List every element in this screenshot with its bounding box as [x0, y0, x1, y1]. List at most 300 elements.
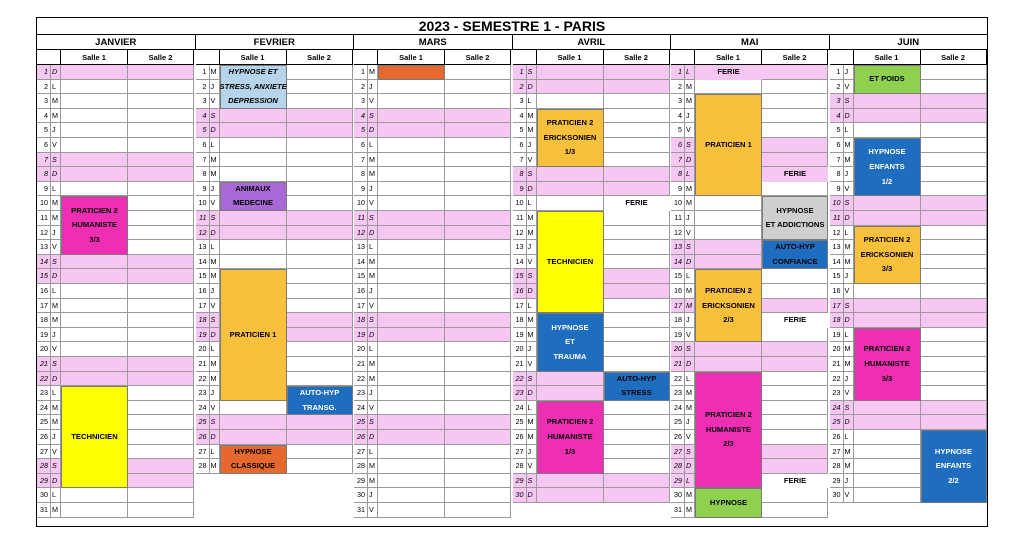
day-number: 1	[37, 65, 51, 80]
day-number: 21	[196, 357, 210, 372]
salle-1-cell	[378, 109, 445, 124]
event-label: CONFIANCE	[772, 256, 818, 266]
day-letter: V	[685, 430, 695, 445]
day-letter: L	[685, 372, 695, 387]
day-letter: S	[210, 109, 220, 124]
salle-2-cell	[445, 240, 511, 255]
day-number: 29	[830, 474, 844, 489]
day-number: 2	[671, 80, 685, 95]
day-letter: D	[527, 386, 537, 401]
day-number: 1	[671, 65, 685, 80]
salle-1-cell	[61, 342, 128, 357]
day-number: 19	[513, 328, 527, 343]
day-letter: D	[685, 357, 695, 372]
day-number: 11	[37, 211, 51, 226]
day-number: 30	[37, 488, 51, 503]
day-number: 7	[196, 153, 210, 168]
salle-1-cell	[220, 138, 287, 153]
salle-2-cell	[604, 226, 670, 241]
event-label: PRATICIEN 2	[863, 344, 911, 354]
salle-header: Salle 1	[220, 50, 287, 65]
day-number: 20	[354, 342, 368, 357]
salle-2-cell	[921, 226, 987, 241]
day-number: 24	[513, 401, 527, 416]
day-number: 30	[830, 488, 844, 503]
salle-1-cell	[854, 445, 921, 460]
day-number: 3	[830, 94, 844, 109]
salle-1-cell	[537, 94, 604, 109]
event-label: PRATICIEN 2	[546, 118, 594, 128]
day-letter: V	[844, 488, 854, 503]
day-number: 3	[354, 94, 368, 109]
day-letter: M	[51, 196, 61, 211]
salle-header: Salle 1	[695, 50, 762, 65]
salle-2-cell	[762, 269, 828, 284]
day-number: 9	[196, 182, 210, 197]
day-number: 19	[37, 328, 51, 343]
day-letter: J	[368, 182, 378, 197]
day-number: 6	[196, 138, 210, 153]
day-number: 14	[354, 255, 368, 270]
month-title: MAI	[671, 35, 830, 50]
salle-2-cell	[128, 299, 194, 314]
salle-2-cell	[287, 167, 353, 182]
salle-1-cell	[537, 196, 604, 211]
day-letter: L	[844, 328, 854, 343]
salle-2-cell	[445, 255, 511, 270]
salle-1-cell	[378, 430, 445, 445]
day-letter: M	[368, 372, 378, 387]
salle-1-cell	[220, 401, 287, 416]
salle-2-cell	[128, 459, 194, 474]
salle-2-cell	[921, 269, 987, 284]
salle-1-cell	[378, 474, 445, 489]
day-letter: J	[368, 284, 378, 299]
salle-2-cell	[445, 196, 511, 211]
day-number: 2	[513, 80, 527, 95]
day-number: 8	[671, 167, 685, 182]
salle-header: Salle 2	[604, 50, 670, 65]
day-number: 31	[671, 503, 685, 518]
event-label: ENFANTS	[935, 461, 972, 471]
salle-1-cell	[378, 269, 445, 284]
salle-1-cell	[854, 313, 921, 328]
event-label: TRAUMA	[553, 351, 587, 361]
event-label: HYPNOSE	[868, 147, 906, 157]
salle-2-cell	[604, 138, 670, 153]
salle-2-cell	[128, 488, 194, 503]
day-letter: J	[210, 284, 220, 299]
salle-2-cell	[604, 328, 670, 343]
salle-2-cell	[762, 299, 828, 314]
salle-2-cell	[762, 138, 828, 153]
salle-2-cell	[287, 138, 353, 153]
day-letter: M	[210, 153, 220, 168]
salle-2-cell	[128, 445, 194, 460]
month-title: JANVIER	[37, 35, 196, 50]
day-number: 5	[37, 123, 51, 138]
day-number: 2	[196, 80, 210, 95]
salle-1-cell	[378, 401, 445, 416]
salle-1-cell	[854, 211, 921, 226]
salle-1-cell	[220, 153, 287, 168]
day-letter: S	[844, 299, 854, 314]
day-letter: L	[527, 299, 537, 314]
salle-2-cell	[287, 284, 353, 299]
salle-2-cell	[604, 342, 670, 357]
salle-1-cell	[61, 80, 128, 95]
salle-2-cell	[128, 328, 194, 343]
day-number: 11	[830, 211, 844, 226]
day-number: 18	[513, 313, 527, 328]
day-number: 26	[196, 430, 210, 445]
day-number: 23	[830, 386, 844, 401]
day-number: 20	[196, 342, 210, 357]
salle-1-cell	[854, 430, 921, 445]
day-letter: M	[368, 269, 378, 284]
salle-2-cell	[445, 313, 511, 328]
salle-2-cell	[604, 123, 670, 138]
day-number: 17	[830, 299, 844, 314]
salle-2-cell	[128, 196, 194, 211]
salle-2-cell	[921, 401, 987, 416]
salle-2-cell	[445, 182, 511, 197]
day-number: 16	[513, 284, 527, 299]
day-number: 3	[196, 94, 210, 109]
day-letter: L	[51, 488, 61, 503]
event-label: AUTO-HYP	[775, 242, 815, 252]
event-label: MEDECINE	[232, 198, 274, 208]
salle-2-cell	[762, 459, 828, 474]
salle-1-cell	[378, 196, 445, 211]
day-number: 5	[830, 123, 844, 138]
day-letter: S	[210, 415, 220, 430]
day-letter: M	[368, 153, 378, 168]
event-label: 3/3	[89, 234, 100, 244]
day-number: 12	[37, 226, 51, 241]
salle-1-cell	[695, 357, 762, 372]
day-letter: V	[210, 196, 220, 211]
day-letter: M	[368, 459, 378, 474]
day-letter: M	[51, 415, 61, 430]
salle-2-cell	[921, 342, 987, 357]
day-letter: M	[527, 415, 537, 430]
day-number: 12	[830, 226, 844, 241]
salle-1-cell	[61, 284, 128, 299]
day-letter: M	[844, 153, 854, 168]
event-label: HUMANISTE	[705, 424, 752, 434]
day-letter: M	[685, 182, 695, 197]
salle-header-blank	[37, 50, 61, 65]
day-number: 17	[37, 299, 51, 314]
day-number: 8	[37, 167, 51, 182]
salle-2-cell	[445, 488, 511, 503]
salle-2-cell	[604, 94, 670, 109]
day-letter: L	[844, 226, 854, 241]
salle-2-cell	[128, 94, 194, 109]
day-number: 2	[830, 80, 844, 95]
salle-2-cell	[445, 138, 511, 153]
day-number: 19	[830, 328, 844, 343]
salle-2-cell	[287, 415, 353, 430]
salle-2-cell	[445, 503, 511, 518]
day-number: 25	[37, 415, 51, 430]
salle-2-cell	[921, 65, 987, 80]
day-number: 24	[354, 401, 368, 416]
salle-1-cell	[61, 488, 128, 503]
event-label: TECHNICIEN	[546, 256, 594, 266]
day-letter: S	[685, 138, 695, 153]
salle-2-cell	[762, 328, 828, 343]
month-janvier	[37, 35, 196, 528]
salle-2-cell	[604, 65, 670, 80]
month-title: JUIN	[830, 35, 989, 50]
event-label: FERIE	[783, 169, 807, 179]
day-number: 25	[354, 415, 368, 430]
salle-2-cell	[921, 255, 987, 270]
salle-2-cell	[128, 269, 194, 284]
salle-2-cell	[445, 269, 511, 284]
salle-2-cell	[445, 153, 511, 168]
day-number: 6	[830, 138, 844, 153]
day-number: 12	[354, 226, 368, 241]
day-letter: V	[527, 153, 537, 168]
event-label: 1/3	[564, 147, 576, 157]
day-letter: D	[210, 123, 220, 138]
salle-2-cell	[128, 123, 194, 138]
salle-1-cell	[695, 211, 762, 226]
day-number: 10	[671, 196, 685, 211]
salle-1-cell	[61, 372, 128, 387]
day-number: 20	[830, 342, 844, 357]
day-letter: D	[685, 153, 695, 168]
day-number: 6	[671, 138, 685, 153]
day-letter: D	[844, 313, 854, 328]
day-number: 28	[196, 459, 210, 474]
day-number: 3	[671, 94, 685, 109]
day-number: 22	[513, 372, 527, 387]
salle-header-blank	[196, 50, 220, 65]
salle-1-cell	[220, 226, 287, 241]
day-number: 22	[37, 372, 51, 387]
salle-1-cell	[378, 342, 445, 357]
day-letter: M	[844, 138, 854, 153]
day-number: 7	[830, 153, 844, 168]
salle-2-cell	[128, 255, 194, 270]
day-number: 18	[196, 313, 210, 328]
salle-2-cell	[604, 430, 670, 445]
day-letter: M	[51, 313, 61, 328]
day-letter: V	[368, 196, 378, 211]
day-number: 18	[37, 313, 51, 328]
salle-1-cell	[378, 94, 445, 109]
salle-2-cell	[287, 196, 353, 211]
salle-2-cell	[921, 357, 987, 372]
event-label: ET POIDS	[869, 74, 905, 84]
day-number: 8	[354, 167, 368, 182]
day-letter: V	[368, 299, 378, 314]
day-number: 7	[354, 153, 368, 168]
day-number: 15	[830, 269, 844, 284]
day-letter: D	[527, 80, 537, 95]
salle-1-cell	[61, 153, 128, 168]
salle-1-cell	[537, 386, 604, 401]
day-number: 5	[671, 123, 685, 138]
salle-1-cell	[220, 167, 287, 182]
day-letter: V	[368, 94, 378, 109]
day-number: 14	[37, 255, 51, 270]
salle-2-cell	[445, 430, 511, 445]
day-number: 2	[354, 80, 368, 95]
salle-2-cell	[287, 328, 353, 343]
day-letter: L	[210, 240, 220, 255]
month-title: AVRIL	[513, 35, 672, 50]
event-label: FERIE	[625, 198, 648, 208]
salle-2-cell	[604, 269, 670, 284]
day-number: 24	[671, 401, 685, 416]
day-number: 7	[671, 153, 685, 168]
day-letter: L	[51, 386, 61, 401]
salle-2-cell	[445, 445, 511, 460]
salle-2-cell	[445, 65, 511, 80]
event-label: ERICKSONIEN	[860, 249, 914, 259]
day-number: 25	[671, 415, 685, 430]
salle-1-cell	[61, 167, 128, 182]
day-letter: M	[685, 401, 695, 416]
day-letter: M	[51, 211, 61, 226]
day-number: 9	[37, 182, 51, 197]
salle-2-cell	[604, 401, 670, 416]
day-letter: M	[210, 255, 220, 270]
day-letter: D	[844, 211, 854, 226]
page-title: 2023 - SEMESTRE 1 - PARIS	[37, 18, 987, 35]
salle-2-cell	[128, 503, 194, 518]
day-number: 14	[513, 255, 527, 270]
salle-2-cell	[287, 430, 353, 445]
day-number: 11	[354, 211, 368, 226]
day-number: 7	[37, 153, 51, 168]
salle-2-cell	[604, 459, 670, 474]
day-letter: L	[210, 342, 220, 357]
day-number: 25	[196, 415, 210, 430]
day-number: 13	[354, 240, 368, 255]
salle-1-cell	[378, 459, 445, 474]
day-letter: S	[844, 94, 854, 109]
day-letter: S	[685, 445, 695, 460]
day-number: 21	[830, 357, 844, 372]
day-letter: D	[51, 167, 61, 182]
salle-2-cell	[604, 415, 670, 430]
salle-1-cell	[378, 284, 445, 299]
day-number: 12	[513, 226, 527, 241]
salle-2-cell	[445, 211, 511, 226]
day-number: 2	[37, 80, 51, 95]
day-letter: M	[368, 357, 378, 372]
salle-2-cell	[128, 211, 194, 226]
event-label: 2/3	[723, 315, 734, 325]
event-label: HUMANISTE	[864, 359, 910, 368]
salle-2-cell	[128, 284, 194, 299]
day-number: 23	[354, 386, 368, 401]
day-number: 22	[671, 372, 685, 387]
day-letter: M	[51, 299, 61, 314]
salle-2-cell	[287, 313, 353, 328]
day-letter: M	[368, 65, 378, 80]
salle-2-cell	[604, 167, 670, 182]
day-number: 4	[671, 109, 685, 124]
event-label: CLASSIQUE	[230, 461, 276, 471]
salle-header-blank	[830, 50, 854, 65]
salle-1-cell	[378, 445, 445, 460]
day-number: 26	[830, 430, 844, 445]
salle-1-cell	[378, 182, 445, 197]
salle-1-cell	[61, 269, 128, 284]
day-letter: V	[210, 401, 220, 416]
salle-2-cell	[921, 211, 987, 226]
day-letter: V	[527, 357, 537, 372]
day-letter: S	[527, 167, 537, 182]
day-letter: V	[51, 240, 61, 255]
day-letter: M	[51, 503, 61, 518]
day-letter: M	[685, 386, 695, 401]
event-label: HYPNOSE	[234, 446, 272, 456]
event-label: FERIE	[717, 67, 740, 76]
day-letter: M	[527, 328, 537, 343]
salle-2-cell	[128, 430, 194, 445]
day-number: 13	[830, 240, 844, 255]
salle-2-cell	[762, 65, 828, 80]
salle-1-cell	[61, 299, 128, 314]
salle-header: Salle 2	[287, 50, 353, 65]
salle-1-cell	[220, 415, 287, 430]
day-number: 27	[830, 445, 844, 460]
salle-1-cell	[61, 65, 128, 80]
day-number: 30	[513, 488, 527, 503]
day-number: 27	[354, 445, 368, 460]
day-letter: M	[210, 357, 220, 372]
salle-2-cell	[445, 226, 511, 241]
day-number: 1	[354, 65, 368, 80]
day-letter: V	[51, 342, 61, 357]
salle-2-cell	[287, 211, 353, 226]
day-letter: L	[527, 401, 537, 416]
salle-2-cell	[762, 153, 828, 168]
day-letter: L	[685, 167, 695, 182]
salle-2-cell	[128, 342, 194, 357]
day-letter: J	[368, 80, 378, 95]
day-letter: S	[51, 357, 61, 372]
day-letter: M	[685, 503, 695, 518]
day-number: 20	[671, 342, 685, 357]
day-number: 22	[354, 372, 368, 387]
salle-2-cell	[762, 80, 828, 95]
salle-1-cell	[537, 182, 604, 197]
salle-2-cell	[604, 357, 670, 372]
salle-2-cell	[921, 284, 987, 299]
day-number: 30	[671, 488, 685, 503]
day-letter: D	[527, 182, 537, 197]
salle-2-cell	[762, 109, 828, 124]
day-number: 15	[354, 269, 368, 284]
day-letter: S	[368, 109, 378, 124]
day-letter: S	[51, 255, 61, 270]
salle-1-cell	[61, 503, 128, 518]
day-letter: J	[685, 415, 695, 430]
day-number: 12	[196, 226, 210, 241]
salle-1-cell	[378, 153, 445, 168]
day-number: 9	[671, 182, 685, 197]
salle-2-cell	[604, 313, 670, 328]
